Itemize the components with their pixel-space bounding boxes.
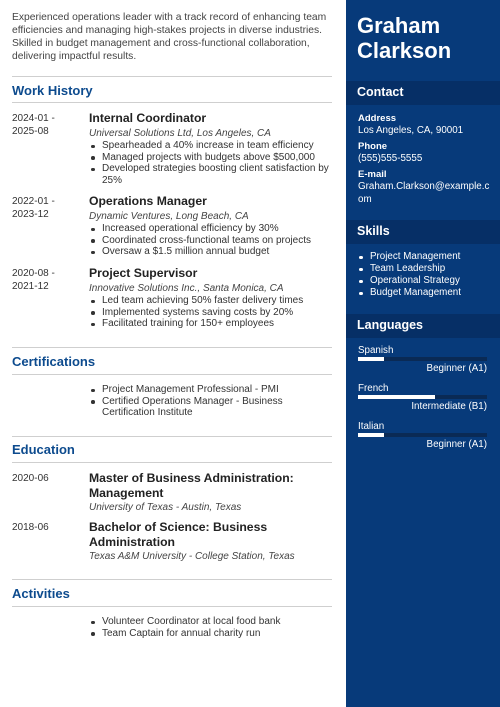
job-company: Innovative Solutions Inc., Santa Monica, CA bbox=[89, 283, 284, 294]
job-company: Dynamic Ventures, Long Beach, CA bbox=[89, 211, 249, 222]
job-date-end: 2021-12 bbox=[12, 281, 49, 292]
list-item: Facilitated training for 150+ employees bbox=[89, 318, 334, 330]
list-item: Implemented systems saving costs by 20% bbox=[89, 307, 334, 319]
section-heading-activities: Activities bbox=[12, 586, 70, 601]
sidebar-heading-skills bbox=[346, 220, 500, 244]
job-date-end: 2025-08 bbox=[12, 126, 49, 137]
list-item: Oversaw a $1.5 million annual budget bbox=[89, 246, 334, 258]
heading-text: Skills bbox=[357, 224, 390, 238]
list-item: Developed strategies boosting client satisfaction by 25% bbox=[89, 163, 334, 186]
language-name: French bbox=[358, 383, 389, 394]
list-item: Project Management Professional - PMI bbox=[89, 384, 334, 396]
address-label: Address bbox=[358, 113, 397, 124]
address-value: Los Angeles, CA, 90001 bbox=[358, 125, 464, 136]
language-level: Beginner (A1) bbox=[426, 439, 487, 450]
divider bbox=[12, 374, 332, 375]
list-item: Project Management bbox=[358, 251, 492, 263]
education-date: 2020-06 bbox=[12, 473, 49, 484]
job-bullets bbox=[89, 140, 334, 187]
list-item: Managed projects with budgets above $500,000 bbox=[89, 152, 334, 164]
last-name: Clarkson bbox=[357, 38, 452, 63]
job-date-start: 2022-01 - bbox=[12, 196, 55, 207]
language-bar bbox=[358, 357, 487, 361]
language-bar bbox=[358, 433, 487, 437]
language-bar-fill bbox=[358, 357, 384, 361]
sidebar-heading-contact bbox=[346, 81, 500, 105]
divider bbox=[12, 76, 332, 77]
phone-value: (555)555-5555 bbox=[358, 153, 423, 164]
degree-title: Bachelor of Science: Business Administration bbox=[89, 520, 268, 549]
job-date-end: 2023-12 bbox=[12, 209, 49, 220]
candidate-name bbox=[357, 13, 451, 63]
divider bbox=[12, 102, 332, 103]
school-name: University of Texas - Austin, Texas bbox=[89, 502, 242, 513]
list-item: Volunteer Coordinator at local food bank bbox=[89, 616, 334, 628]
section-heading-education: Education bbox=[12, 442, 75, 457]
job-date-start: 2024-01 - bbox=[12, 113, 55, 124]
job-title: Operations Manager bbox=[89, 194, 207, 208]
language-level: Beginner (A1) bbox=[426, 363, 487, 374]
heading-text: Languages bbox=[357, 318, 423, 332]
divider bbox=[12, 606, 332, 607]
sidebar-heading-languages bbox=[346, 314, 500, 338]
job-title: Internal Coordinator bbox=[89, 111, 207, 125]
phone-label: Phone bbox=[358, 141, 388, 152]
divider bbox=[12, 436, 332, 437]
job-date bbox=[12, 112, 84, 138]
list-item: Operational Strategy bbox=[358, 275, 492, 287]
section-heading-certifications: Certifications bbox=[12, 354, 96, 369]
list-item: Increased operational efficiency by 30% bbox=[89, 223, 334, 235]
activities-list bbox=[89, 616, 334, 639]
job-date bbox=[12, 267, 84, 293]
divider bbox=[12, 462, 332, 463]
education-date: 2018-06 bbox=[12, 522, 49, 533]
job-date-start: 2020-08 - bbox=[12, 268, 55, 279]
professional-summary: Experienced operations leader with a track record of enhancing team efficiencies and managing high-stakes projects in diverse industries. Skilled in budget management and cross-functional collaboration, delivering impactful results. bbox=[12, 12, 327, 62]
section-heading-work-history: Work History bbox=[12, 83, 93, 98]
certifications-list bbox=[89, 384, 334, 419]
divider bbox=[12, 347, 332, 348]
job-bullets bbox=[89, 223, 334, 258]
email-value[interactable]: Graham.Clarkson@example.com bbox=[358, 181, 490, 205]
list-item: Spearheaded a 40% increase in team efficiency bbox=[89, 140, 334, 152]
language-bar bbox=[358, 395, 487, 399]
job-title: Project Supervisor bbox=[89, 266, 198, 280]
heading-text: Contact bbox=[357, 85, 404, 99]
list-item: Team Captain for annual charity run bbox=[89, 628, 334, 640]
language-name: Italian bbox=[358, 421, 385, 432]
language-name: Spanish bbox=[358, 345, 394, 356]
list-item: Led team achieving 50% faster delivery times bbox=[89, 295, 334, 307]
job-bullets bbox=[89, 295, 334, 330]
skills-list bbox=[358, 251, 492, 299]
divider bbox=[12, 579, 332, 580]
list-item: Certified Operations Manager - Business Certification Institute bbox=[89, 396, 334, 419]
first-name: Graham bbox=[357, 13, 441, 38]
list-item: Budget Management bbox=[358, 287, 492, 299]
language-bar-fill bbox=[358, 395, 435, 399]
language-level: Intermediate (B1) bbox=[411, 401, 487, 412]
job-company: Universal Solutions Ltd, Los Angeles, CA bbox=[89, 128, 271, 139]
school-name: Texas A&M University - College Station, Texas bbox=[89, 551, 295, 562]
list-item: Team Leadership bbox=[358, 263, 492, 275]
job-date bbox=[12, 195, 84, 221]
degree-title: Master of Business Administration: Management bbox=[89, 471, 294, 500]
email-label: E-mail bbox=[358, 169, 387, 180]
list-item: Coordinated cross-functional teams on projects bbox=[89, 235, 334, 247]
language-bar-fill bbox=[358, 433, 384, 437]
